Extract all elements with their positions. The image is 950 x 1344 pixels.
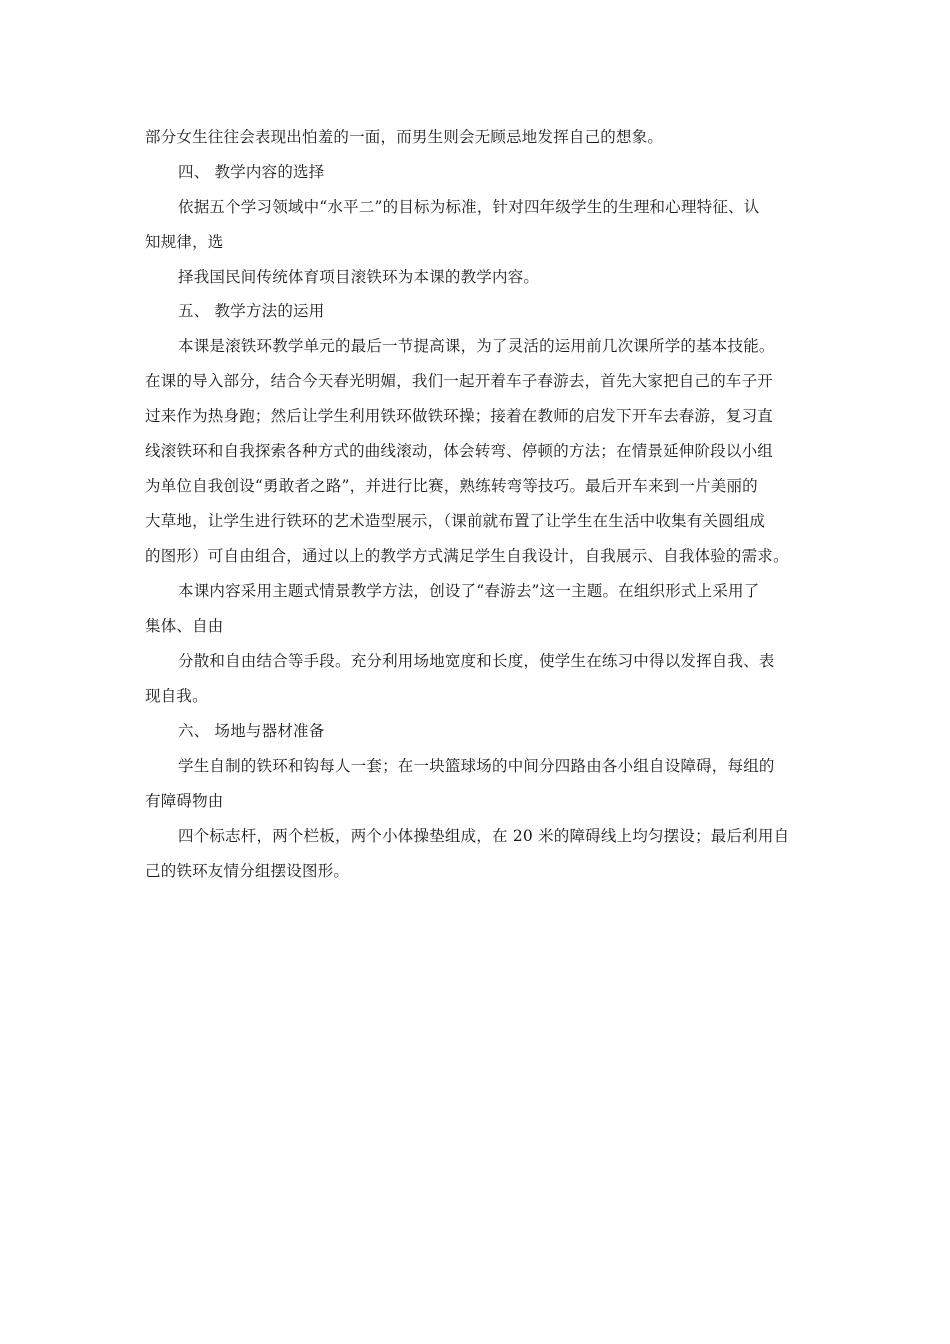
paragraph-line: 的图形）可自由组合，通过以上的教学方式满足学生自我设计，自我展示、自我体验的需求。 bbox=[145, 547, 789, 565]
paragraph-line: 分散和自由结合等手段。充分利用场地宽度和长度，使学生在练习中得以发挥自我、表 bbox=[178, 652, 775, 670]
paragraph-line: 本课内容采用主题式情景教学方法，创设了“春游去”这一主题。在组织形式上采用了 bbox=[178, 582, 760, 600]
paragraph-line: 学生自制的铁环和钩每人一套；在一块篮球场的中间分四路由各小组自设障碍，每组的 bbox=[178, 757, 775, 775]
paragraph-line: 部分女生往往会表现出怕羞的一面，而男生则会无顾忌地发挥自己的想象。 bbox=[145, 128, 664, 146]
paragraph-line: 有障碍物由 bbox=[145, 792, 224, 810]
paragraph-line: 依据五个学习领域中“水平二”的目标为标准，针对四年级学生的生理和心理特征、认 bbox=[178, 198, 760, 216]
section-heading: 六、 场地与器材准备 bbox=[178, 722, 325, 740]
paragraph-line: 集体、自由 bbox=[145, 617, 224, 635]
paragraph-line: 本课是滚铁环教学单元的最后一节提高课，为了灵活的运用前几次课所学的基本技能。 bbox=[178, 337, 775, 355]
paragraph-line: 择我国民间传统体育项目滚铁环为本课的教学内容。 bbox=[178, 268, 540, 286]
paragraph-line: 过来作为热身跑；然后让学生利用铁环做铁环操；接着在教师的启发下开车去春游，复习直 bbox=[145, 407, 774, 425]
section-heading: 四、 教学内容的选择 bbox=[178, 163, 325, 181]
paragraph-line: 己的铁环友情分组摆设图形。 bbox=[145, 862, 350, 880]
paragraph-line: 四个标志杆，两个栏板，两个小体操垫组成，在 20 米的障碍线上均匀摆设；最后利用自 bbox=[178, 827, 790, 845]
section-heading: 五、 教学方法的运用 bbox=[178, 302, 325, 320]
paragraph-line: 大草地，让学生进行铁环的艺术造型展示，（课前就布置了让学生在生活中收集有关圆组成 bbox=[145, 512, 766, 530]
paragraph-line: 线滚铁环和自我探索各种方式的曲线滚动，体会转弯、停顿的方法；在情景延伸阶段以小组 bbox=[145, 442, 774, 460]
paragraph-line: 现自我。 bbox=[145, 687, 208, 705]
paragraph-line: 为单位自我创设“勇敢者之路”，并进行比赛，熟练转弯等技巧。最后开车来到一片美丽的 bbox=[145, 477, 758, 495]
paragraph-line: 在课的导入部分，结合今天春光明媚，我们一起开着车子春游去，首先大家把自己的车子开 bbox=[145, 372, 774, 390]
paragraph-line: 知规律，选 bbox=[145, 233, 224, 251]
